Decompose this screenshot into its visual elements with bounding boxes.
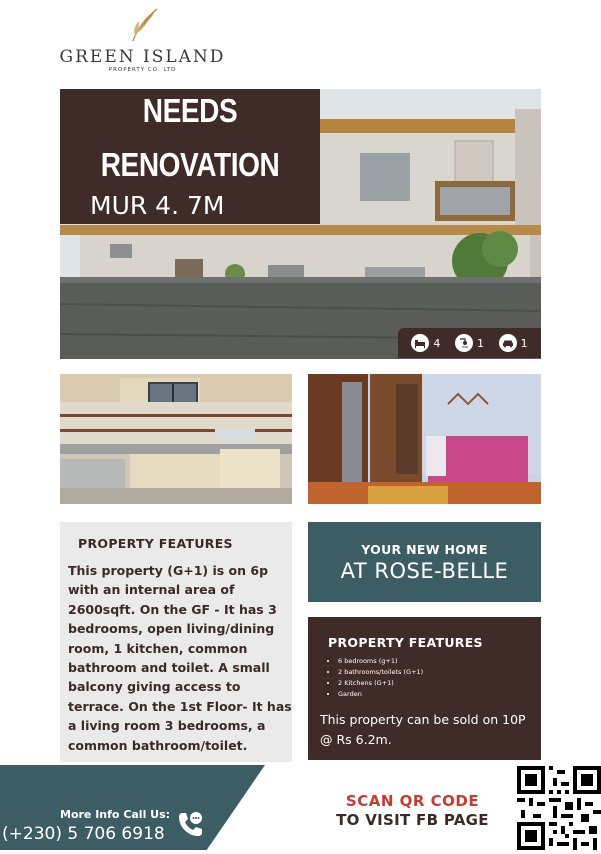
amenity-bathrooms [455,334,484,352]
company-logo [55,5,230,80]
phone-icon [176,809,206,839]
feature-item: • 2 Kitchens (G+1) [338,678,531,689]
location-banner [308,522,541,602]
bedroom-photo [308,374,541,504]
shower-icon [455,334,473,352]
location-name: AT ROSE-BELLE [340,559,509,583]
price-label: MUR 4. 7M [90,191,225,220]
feature-item: • 2 bathrooms/toilets (G+1) [338,667,531,678]
bed-icon [411,334,429,352]
location-tagline: YOUR NEW HOME [361,542,488,557]
amenities-badge [398,328,541,358]
brand-tagline: PROPERTY CO. LTD [108,67,177,73]
features-heading-right: PROPERTY FEATURES [328,635,483,650]
contact-label: More Info Call Us: [60,808,171,821]
feature-item: • Garden [338,689,531,700]
brand-name: GREEN ISLAND [59,47,226,67]
leaf-logo-icon [123,5,163,45]
scan-qr-heading: SCAN QR CODE [345,792,480,810]
features-heading-left: PROPERTY FEATURES [78,536,233,551]
property-features-list [308,617,541,760]
feature-item: • 6 bedrooms (g+1) [338,656,531,667]
sale-note: This property can be sold on 10P @ Rs 6.2m. [320,712,526,747]
amenity-parking-count: 1 [520,336,528,350]
amenity-parking [499,334,528,352]
contact-phone-number[interactable]: (+230) 5 706 6918 [2,824,165,844]
kitchen-photo [60,374,292,504]
scan-qr-subheading: TO VISIT FB PAGE [336,811,489,829]
features-bullet-list [320,656,531,700]
car-icon [499,334,517,352]
amenity-bathrooms-count: 1 [476,336,484,350]
qr-code-image[interactable] [517,766,601,850]
headline-line-1: NEEDS [142,92,238,129]
features-description-text: This property (G+1) is on 6p with an internal area of 2600sqft. On the GF - It has 3 bedrooms, open living/dining room, 1 kitchen, common bathroom and toilet. A small balcony giving access to terrace. On the 1st Floor- It has a living room 3 bedrooms, a common bathroom/toilet. [68,563,292,753]
headline-line-2: RENOVATION [100,146,280,183]
property-features-description [60,522,292,762]
amenity-bedrooms-count: 4 [433,336,441,350]
headline-box [60,89,320,224]
amenity-bedrooms [411,334,440,352]
